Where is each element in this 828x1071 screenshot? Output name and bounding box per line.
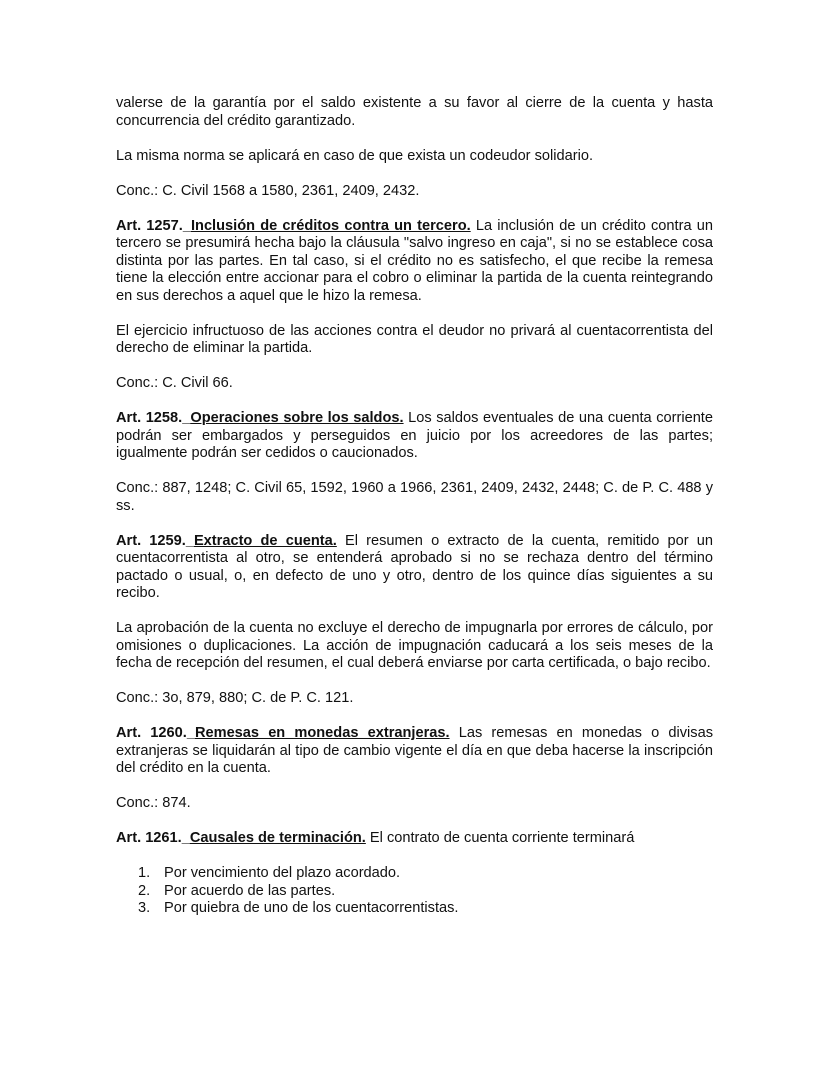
list-item-text: Por vencimiento del plazo acordado.: [164, 865, 401, 881]
article-number: Art. 1259.: [116, 532, 186, 549]
list-item-number: 2.: [138, 882, 151, 899]
article-1257-concordancias: Conc.: C. Civil 66.: [116, 375, 233, 391]
article-1260: [116, 725, 713, 778]
article-separator: _: [182, 410, 191, 426]
article-1257-paragraph-2: El ejercicio infructuoso de las acciones contra el deudor no privará al cuentacorrentista del derecho de eliminar la partida.: [116, 322, 713, 356]
article-text: La inclusión de un crédito contra un tercero se presumirá hecha bajo la cláusula "salvo ingreso en caja", si no se establece cosa distinta por las partes. En tal caso, si el crédito no es satisfecho, el que recibe la remesa tiene la elección entre accionar para el cobro o eliminar la partida de la cuenta reintegrando en sus derechos a aquel que le hizo la remesa.: [116, 217, 713, 304]
list-item: [116, 883, 713, 901]
article-separator: _: [181, 830, 190, 846]
article-1260-concordancias: Conc.: 874.: [116, 795, 191, 811]
list-item-text: Por quiebra de uno de los cuentacorrentistas.: [164, 900, 459, 916]
article-title: Causales de terminación.: [189, 830, 366, 846]
termination-causes-list: [116, 865, 713, 918]
article-number: Art. 1261.: [116, 830, 182, 846]
article-separator: _: [182, 217, 191, 234]
article-title: Operaciones sobre los saldos.: [190, 410, 404, 426]
article-number: Art. 1260.: [116, 725, 187, 741]
article-1258-concordancias: Conc.: 887, 1248; C. Civil 65, 1592, 1960 a 1966, 2361, 2409, 2432, 2448; C. de P. C. 488 y ss.: [116, 480, 713, 514]
article-title: Remesas en monedas extranjeras.: [194, 725, 450, 741]
article-separator: _: [185, 532, 194, 549]
codeudor-paragraph: La misma norma se aplicará en caso de que exista un codeudor solidario.: [116, 147, 593, 164]
list-item-text: Por acuerdo de las partes.: [164, 882, 336, 899]
article-number: Art. 1258.: [116, 410, 183, 426]
list-item: [116, 900, 713, 918]
article-number: Art. 1257.: [116, 217, 183, 234]
article-1259-paragraph-2: La aprobación de la cuenta no excluye el derecho de impugnarla por errores de cálculo, por omisiones o duplicaciones. La acción de impugnación caducará a los seis meses de la fecha de recepción del resumen, el cual deberá enviarse por carta certificada, o bajo recibo.: [116, 620, 713, 671]
list-item-number: 3.: [138, 900, 151, 916]
article-1257: [116, 218, 713, 306]
article-text: Los saldos eventuales de una cuenta corriente podrán ser embargados y perseguidos en juicio por los acreedores de las partes; igualmente podrán ser cedidos o caucionados.: [116, 410, 713, 461]
article-1259-concordancias: Conc.: 3o, 879, 880; C. de P. C. 121.: [116, 690, 354, 706]
document-page: [116, 95, 713, 918]
article-text: El contrato de cuenta corriente terminará: [365, 830, 635, 846]
article-separator: _: [186, 725, 195, 741]
concordancias-intro: Conc.: C. Civil 1568 a 1580, 2361, 2409, 2432.: [116, 182, 420, 199]
article-1259: [116, 533, 713, 603]
article-1258: [116, 410, 713, 463]
article-text: Las remesas en monedas o divisas extranjeras se liquidarán al tipo de cambio vigente el día en que deba hacerse la inscripción del crédito en la cuenta.: [116, 725, 713, 776]
intro-paragraph: valerse de la garantía por el saldo existente a su favor al cierre de la cuenta y hasta concurrencia del crédito garantizado.: [116, 95, 713, 129]
list-item: [116, 865, 713, 883]
article-1261: [116, 830, 713, 848]
article-title: Extracto de cuenta.: [193, 532, 337, 549]
article-text: El resumen o extracto de la cuenta, remitido por un cuentacorrentista al otro, se entenderá aprobado si no se rechaza dentro del término pactado o usual, o, en defecto de uno y otro, dentro de los quince días siguientes a su recibo.: [116, 532, 713, 601]
list-item-number: 1.: [138, 865, 151, 881]
article-title: Inclusión de créditos contra un tercero.: [190, 217, 471, 234]
